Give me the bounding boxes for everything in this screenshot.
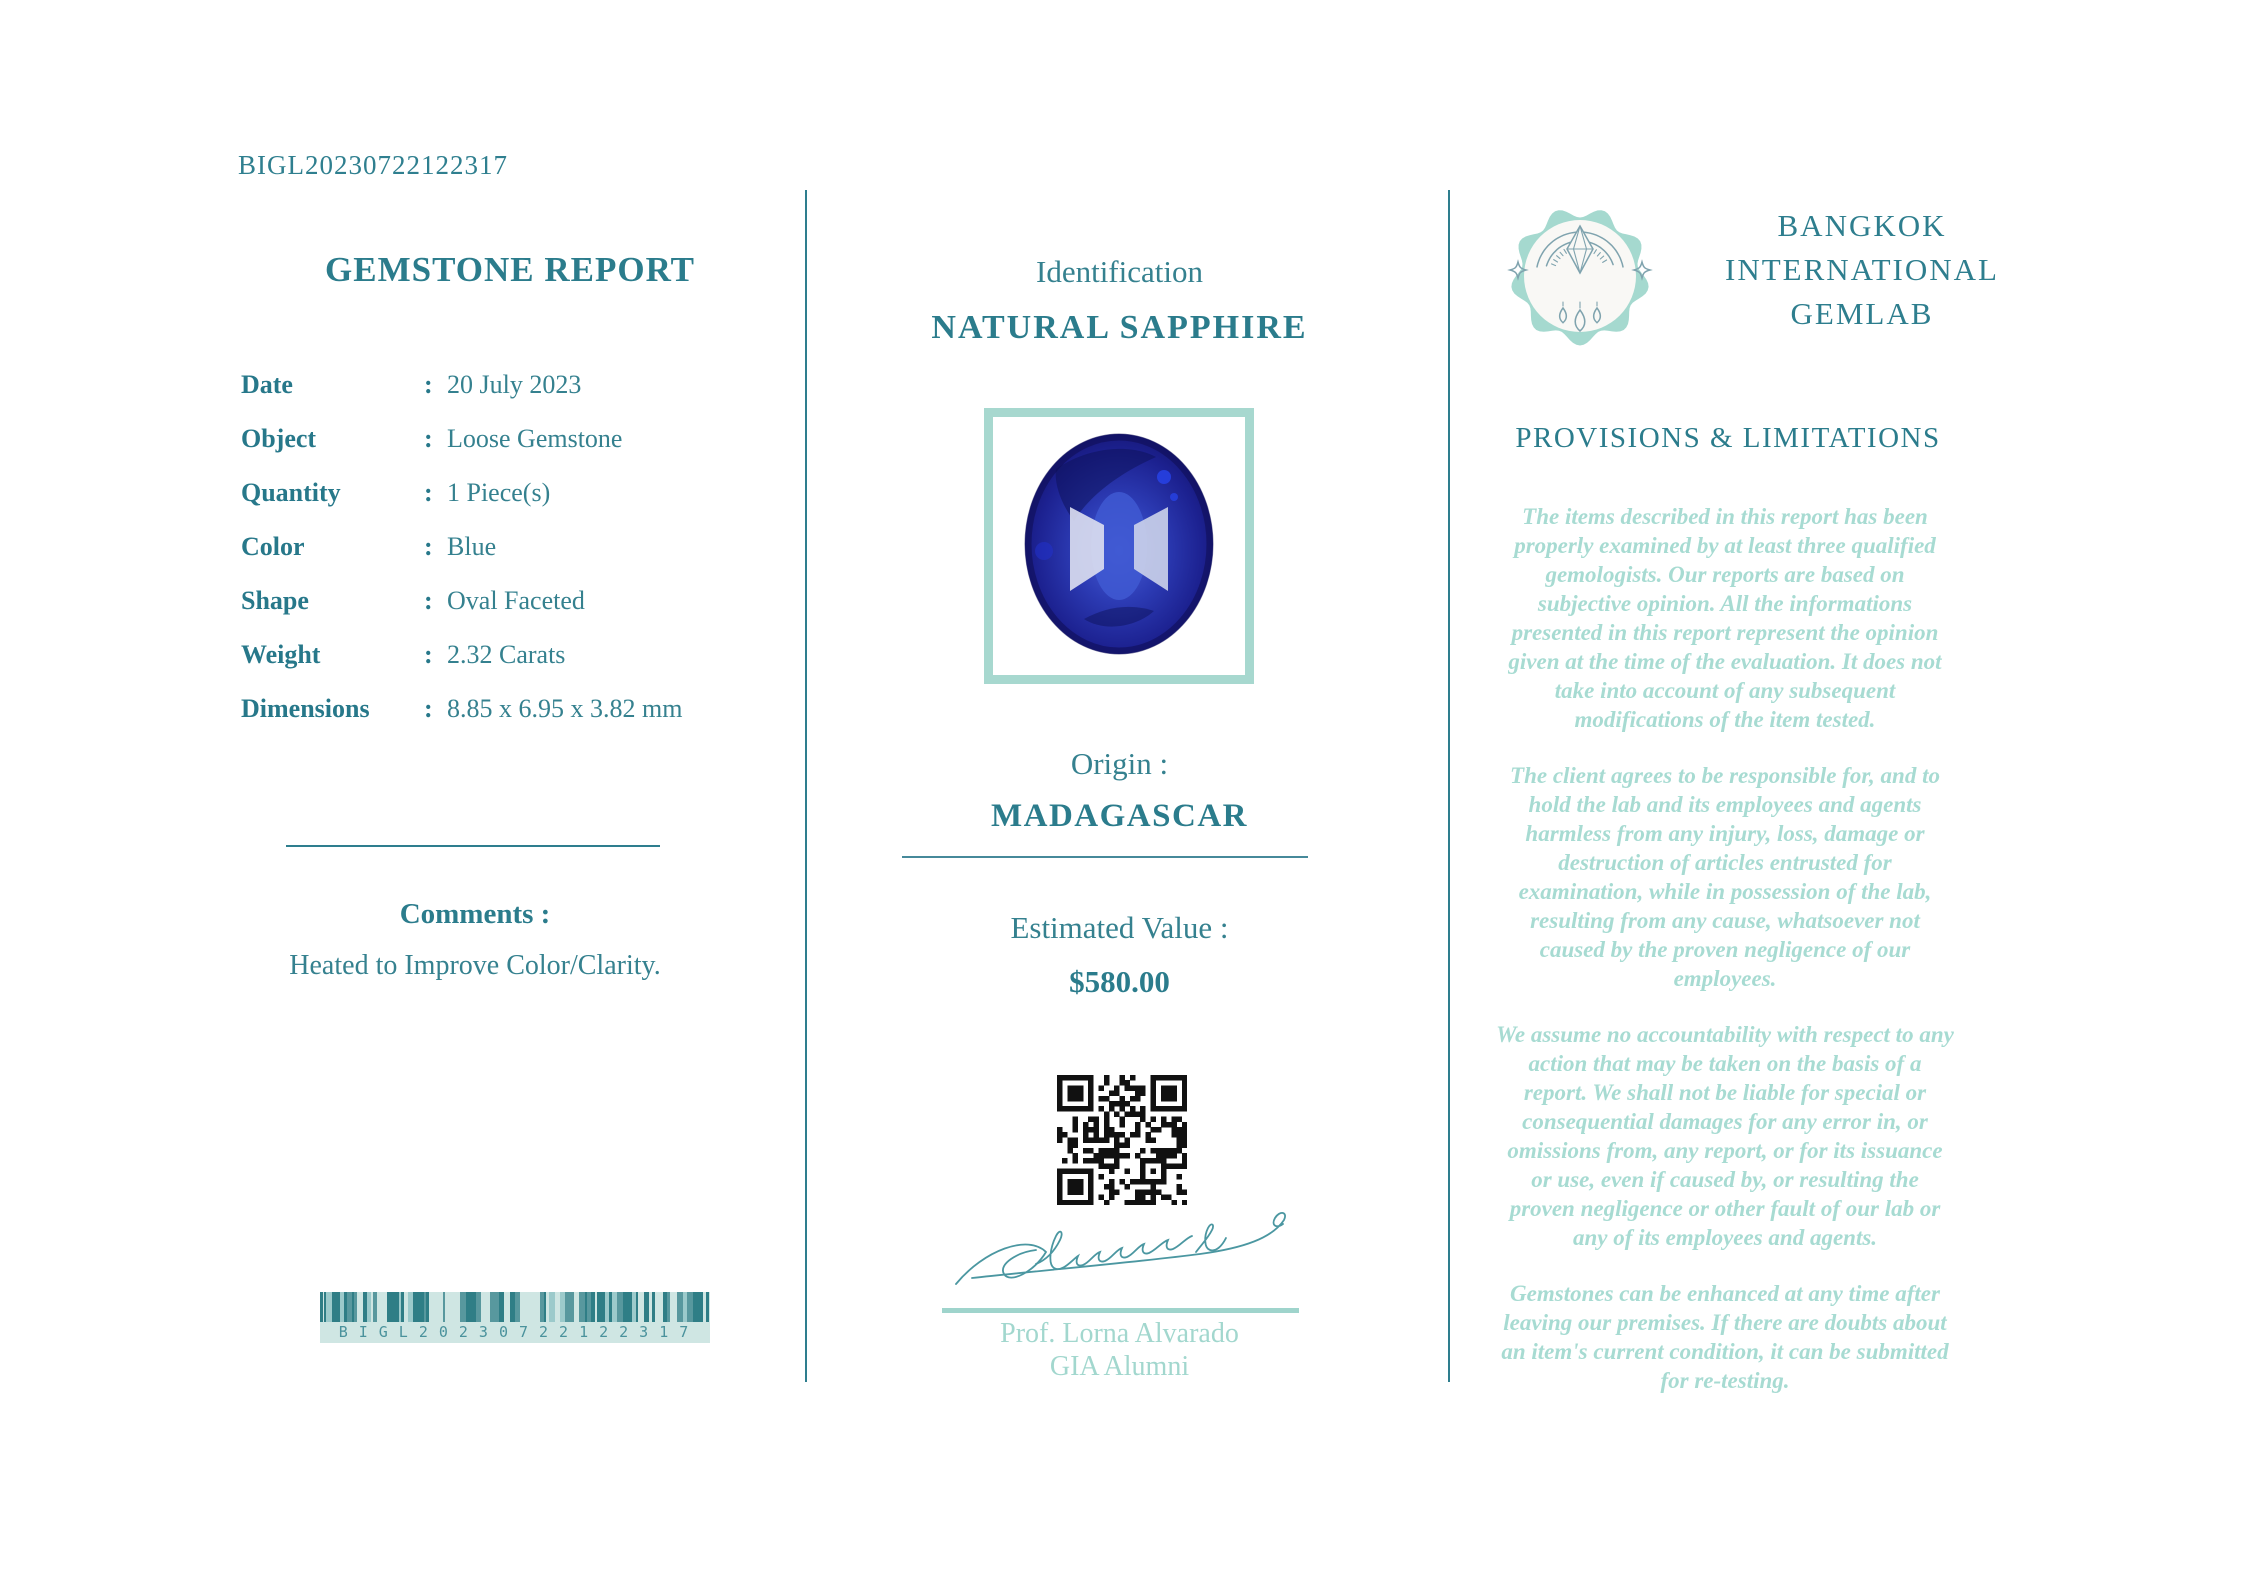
provisions-paragraph-1: The items described in this report has been properly examined by at least three qualified gemologists. Our reports are based on subjective opinion. All the informations presented in this report represent the opinion given at the time of the evaluation. It does not take into account of any subsequent modifications of the item tested. [1508,504,1942,732]
provisions-text [1496,502,1954,1422]
details-divider-line [286,845,660,847]
origin-divider-line [902,856,1308,858]
provisions-paragraph-4: Gemstones can be enhanced at any time after leaving our premises. If there are doubts about an item's current condition, it can be submitted for re-testing. [1501,1281,1949,1393]
origin-heading: Origin : [1070,746,1169,781]
signatory-name: Prof. Lorna Alvarado [1000,1318,1239,1349]
column-divider-left [805,190,807,1382]
page-title: GEMSTONE REPORT [325,250,695,289]
gemstone-photo [984,408,1254,684]
barcode [320,1292,710,1343]
detail-colon: : [424,370,433,399]
lab-badge-logo [1500,194,1660,358]
barcode-text: BIGL20230722122317 [338,1323,700,1341]
detail-value: 2.32 Carats [447,640,566,669]
origin-value: MADAGASCAR [991,798,1248,834]
detail-value: 8.85 x 6.95 x 3.82 mm [447,694,683,723]
detail-label: Quantity [241,478,341,507]
detail-colon: : [424,424,433,453]
comments-heading: Comments : [399,898,551,930]
provisions-paragraph-2: The client agrees to be responsible for, and to hold the lab and its employees and agents harmless from any injury, loss, damage or destruction of articles entrusted for examination, while in possession of the lab, resulting from any cause, whatsoever not caused by the proven negligence of our employees. [1510,763,1940,991]
column-divider-right [1448,190,1450,1382]
detail-label: Weight [241,640,321,669]
report-number: BIGL20230722122317 [238,150,508,180]
signatory-title: GIA Alumni [1049,1351,1190,1382]
detail-colon: : [424,478,433,507]
comments-text: Heated to Improve Color/Clarity. [289,950,661,981]
detail-colon: : [424,532,433,561]
signature [950,1210,1305,1308]
identification-heading: Identification [1036,254,1203,289]
qr-code [1057,1075,1187,1205]
table-row-weight [241,640,801,694]
detail-value: 20 July 2023 [447,370,582,399]
table-row-object [241,424,801,478]
detail-value: Blue [447,532,497,561]
detail-colon: : [424,586,433,615]
detail-label: Dimensions [241,694,370,723]
lab-name-line-2: INTERNATIONAL [1725,252,1999,287]
detail-value: 1 Piece(s) [447,478,551,507]
provisions-heading: PROVISIONS & LIMITATIONS [1515,422,1941,454]
details-table [241,370,801,748]
lab-name-line-1: BANGKOK [1777,208,1947,243]
table-row-date [241,370,801,424]
estimated-value-heading: Estimated Value : [1010,910,1229,945]
estimated-value: $580.00 [1069,964,1170,999]
table-row-dimensions [241,694,801,748]
detail-colon: : [424,640,433,669]
lab-name [1672,204,2052,336]
table-row-quantity [241,478,801,532]
barcode-bars [320,1292,710,1322]
detail-label: Date [241,370,293,399]
signature-line [942,1308,1299,1313]
identification-result: NATURAL SAPPHIRE [931,309,1308,346]
detail-colon: : [424,694,433,723]
detail-value: Loose Gemstone [447,424,623,453]
table-row-color [241,532,801,586]
provisions-paragraph-3: We assume no accountability with respect to any action that may be taken on the basis of a report. We shall not be liable for special or consequential damages for any error in, or omissions from, any report, or for its issuance or use, even if caused by, or resulting the proven negligence or other fault of our lab or any of its employees and agents. [1496,1022,1954,1250]
sapphire-gem-image [1004,421,1234,667]
detail-label: Color [241,532,305,561]
detail-label: Object [241,424,317,453]
detail-label: Shape [241,586,309,615]
detail-value: Oval Faceted [447,586,585,615]
lab-name-line-3: GEMLAB [1790,296,1934,331]
table-row-shape [241,586,801,640]
